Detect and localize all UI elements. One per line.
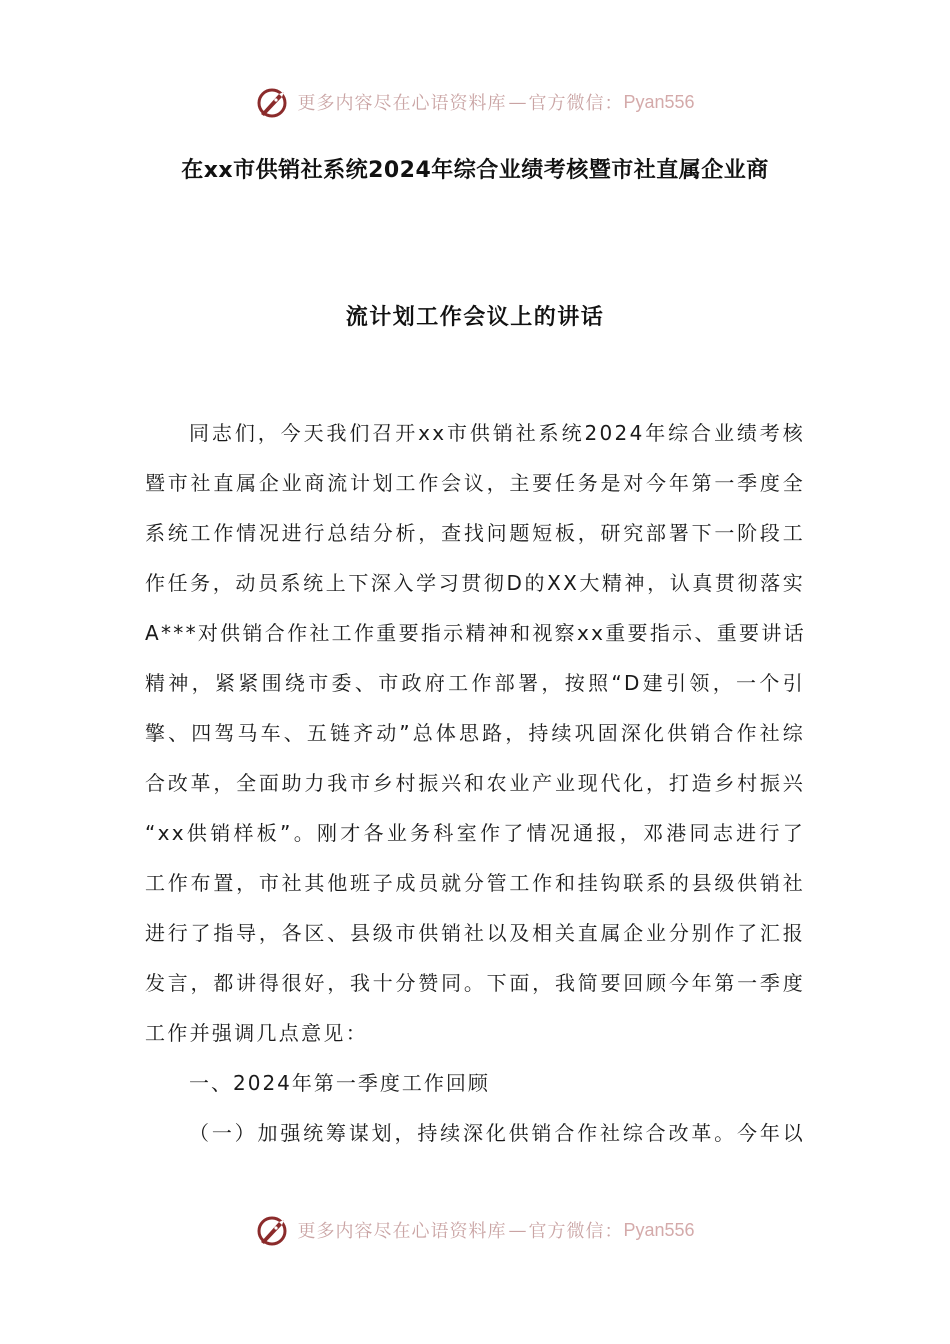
- paragraph-line: A***对供销合作社工作重要指示精神和视察xx重要指示、重要讲话: [145, 621, 806, 645]
- paragraph-line: 工作并强调几点意见：: [145, 1021, 368, 1045]
- watermark-contact-text: 官方微信：: [528, 93, 624, 114]
- watermark-site-text: 更多内容尽在心语资料库: [297, 1221, 507, 1242]
- document-title-line-2: 流计划工作会议上的讲话: [345, 305, 605, 330]
- watermark-separator: —: [508, 91, 527, 113]
- watermark-contact-text: 官方微信：: [528, 1221, 624, 1242]
- watermark-contact-id: Pyan556: [623, 1219, 695, 1240]
- paragraph-line: 暨市社直属企业商流计划工作会议，主要任务是对今年第一季度全: [145, 471, 805, 495]
- section-heading: 一、2024年第一季度工作回顾: [189, 1071, 490, 1095]
- paragraph-line: 擎、四驾马车、五链齐动”总体思路，持续巩固深化供销合作社综: [145, 721, 805, 745]
- paragraph-line: 合改革，全面助力我市乡村振兴和农业产业现代化，打造乡村振兴: [145, 771, 805, 795]
- opening-paragraph: [145, 408, 805, 1058]
- document-title-line-1: 在xx市供销社系统2024年综合业绩考核暨市社直属企业商: [181, 158, 769, 183]
- watermark-separator: —: [508, 1219, 527, 1241]
- paragraph-line: 同志们，今天我们召开xx市供销社系统2024年综合业绩考核: [189, 421, 805, 445]
- watermark-contact-id: Pyan556: [623, 91, 695, 112]
- paragraph-line: 发言，都讲得很好，我十分赞同。下面，我简要回顾今年第一季度: [145, 971, 805, 995]
- paragraph-line: 作任务，动员系统上下深入学习贯彻D的XX大精神，认真贯彻落实: [145, 571, 805, 595]
- footer-watermark: [0, 1210, 950, 1250]
- subsection-line: （一）加强统筹谋划，持续深化供销合作社综合改革。今年以: [189, 1121, 805, 1145]
- pen-logo-icon: [255, 1212, 291, 1248]
- header-watermark: [0, 82, 950, 122]
- paragraph-line: 进行了指导，各区、县级市供销社以及相关直属企业分别作了汇报: [145, 921, 805, 945]
- paragraph-line: 精神，紧紧围绕市委、市政府工作部署，按照“D建引领，一个引: [145, 671, 805, 695]
- watermark-site-text: 更多内容尽在心语资料库: [297, 93, 507, 114]
- paragraph-line: 系统工作情况进行总结分析，查找问题短板，研究部署下一阶段工: [145, 521, 805, 545]
- pen-logo-icon: [255, 84, 291, 120]
- paragraph-line: 工作布置，市社其他班子成员就分管工作和挂钩联系的县级供销社: [145, 871, 805, 895]
- paragraph-line: “xx供销样板”。刚才各业务科室作了情况通报，邓港同志进行了: [145, 821, 805, 845]
